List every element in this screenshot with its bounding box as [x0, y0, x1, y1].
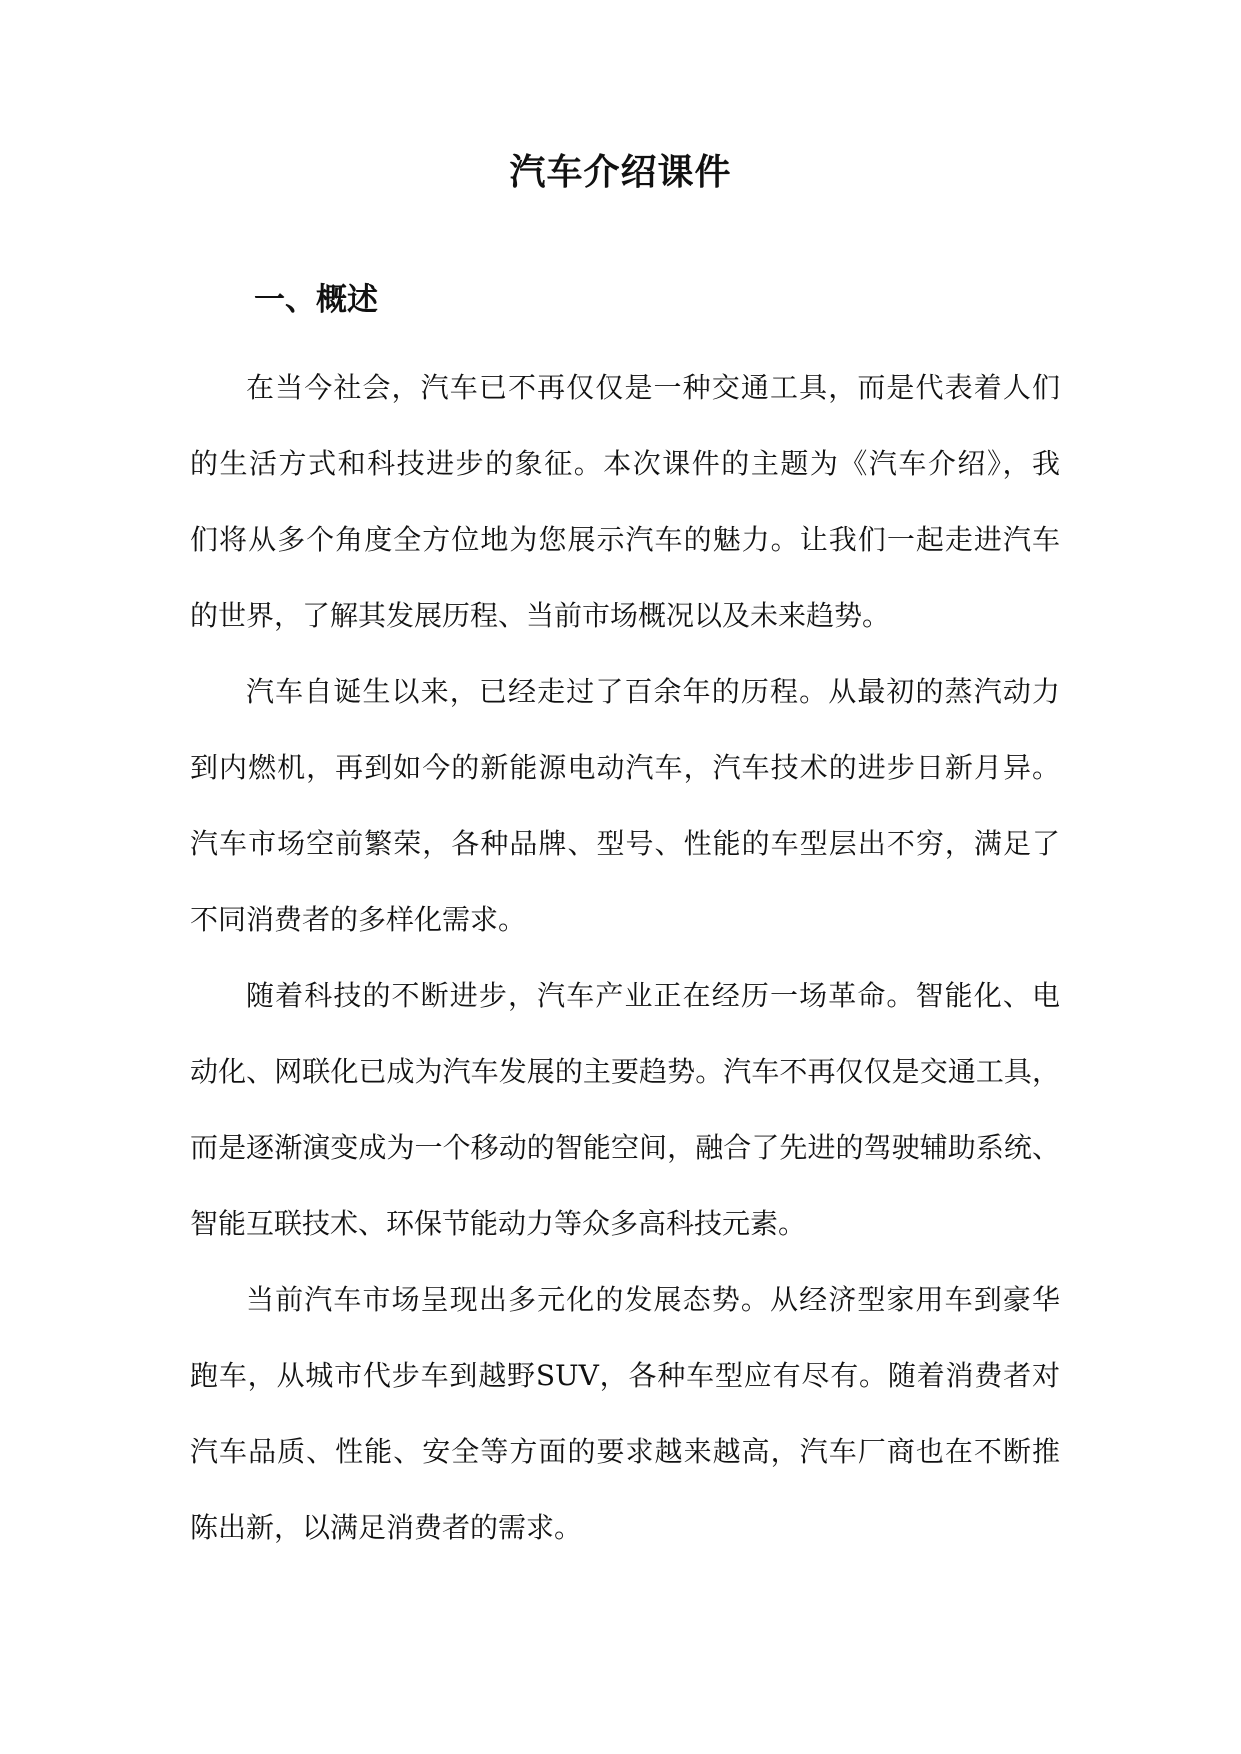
paragraph-line: 而是逐渐演变成为一个移动的智能空间，融合了先进的驾驶辅助系统、 — [190, 1131, 1060, 1164]
paragraph-4 — [190, 1278, 1060, 1582]
paragraph-line: 的世界，了解其发展历程、当前市场概况以及未来趋势。 — [190, 599, 891, 632]
section-heading: 一、概述 — [254, 282, 378, 318]
document-title: 汽车介绍课件 — [509, 152, 732, 193]
paragraph-2 — [190, 670, 1060, 974]
paragraph-line: 汽车品质、性能、安全等方面的要求越来越高，汽车厂商也在不断推 — [190, 1435, 1060, 1468]
paragraph-line: 的生活方式和科技进步的象征。本次课件的主题为《汽车介绍》，我 — [190, 447, 1060, 480]
paragraph-line: 汽车市场空前繁荣，各种品牌、型号、性能的车型层出不穷，满足了 — [190, 827, 1060, 860]
paragraph-line: 陈出新，以满足消费者的需求。 — [190, 1511, 583, 1544]
paragraph-line: 到内燃机，再到如今的新能源电动汽车，汽车技术的进步日新月异。 — [190, 751, 1060, 784]
paragraph-line: 们将从多个角度全方位地为您展示汽车的魅力。让我们一起走进汽车 — [190, 523, 1060, 556]
paragraph-line: 智能互联技术、环保节能动力等众多高科技元素。 — [190, 1207, 807, 1240]
paragraph-line: 不同消费者的多样化需求。 — [190, 903, 527, 936]
paragraph-line: 跑车，从城市代步车到越野SUV，各种车型应有尽有。随着消费者对 — [190, 1359, 1060, 1392]
paragraph-line: 在当今社会，汽车已不再仅仅是一种交通工具，而是代表着人们 — [246, 371, 1060, 404]
paragraph-line: 当前汽车市场呈现出多元化的发展态势。从经济型家用车到豪华 — [246, 1283, 1060, 1316]
paragraph-3 — [190, 974, 1060, 1278]
paragraph-line: 动化、网联化已成为汽车发展的主要趋势。汽车不再仅仅是交通工具， — [190, 1055, 1060, 1088]
paragraph-1 — [190, 366, 1060, 670]
paragraph-line: 汽车自诞生以来，已经走过了百余年的历程。从最初的蒸汽动力 — [246, 675, 1060, 708]
paragraph-line: 随着科技的不断进步，汽车产业正在经历一场革命。智能化、电 — [246, 979, 1060, 1012]
